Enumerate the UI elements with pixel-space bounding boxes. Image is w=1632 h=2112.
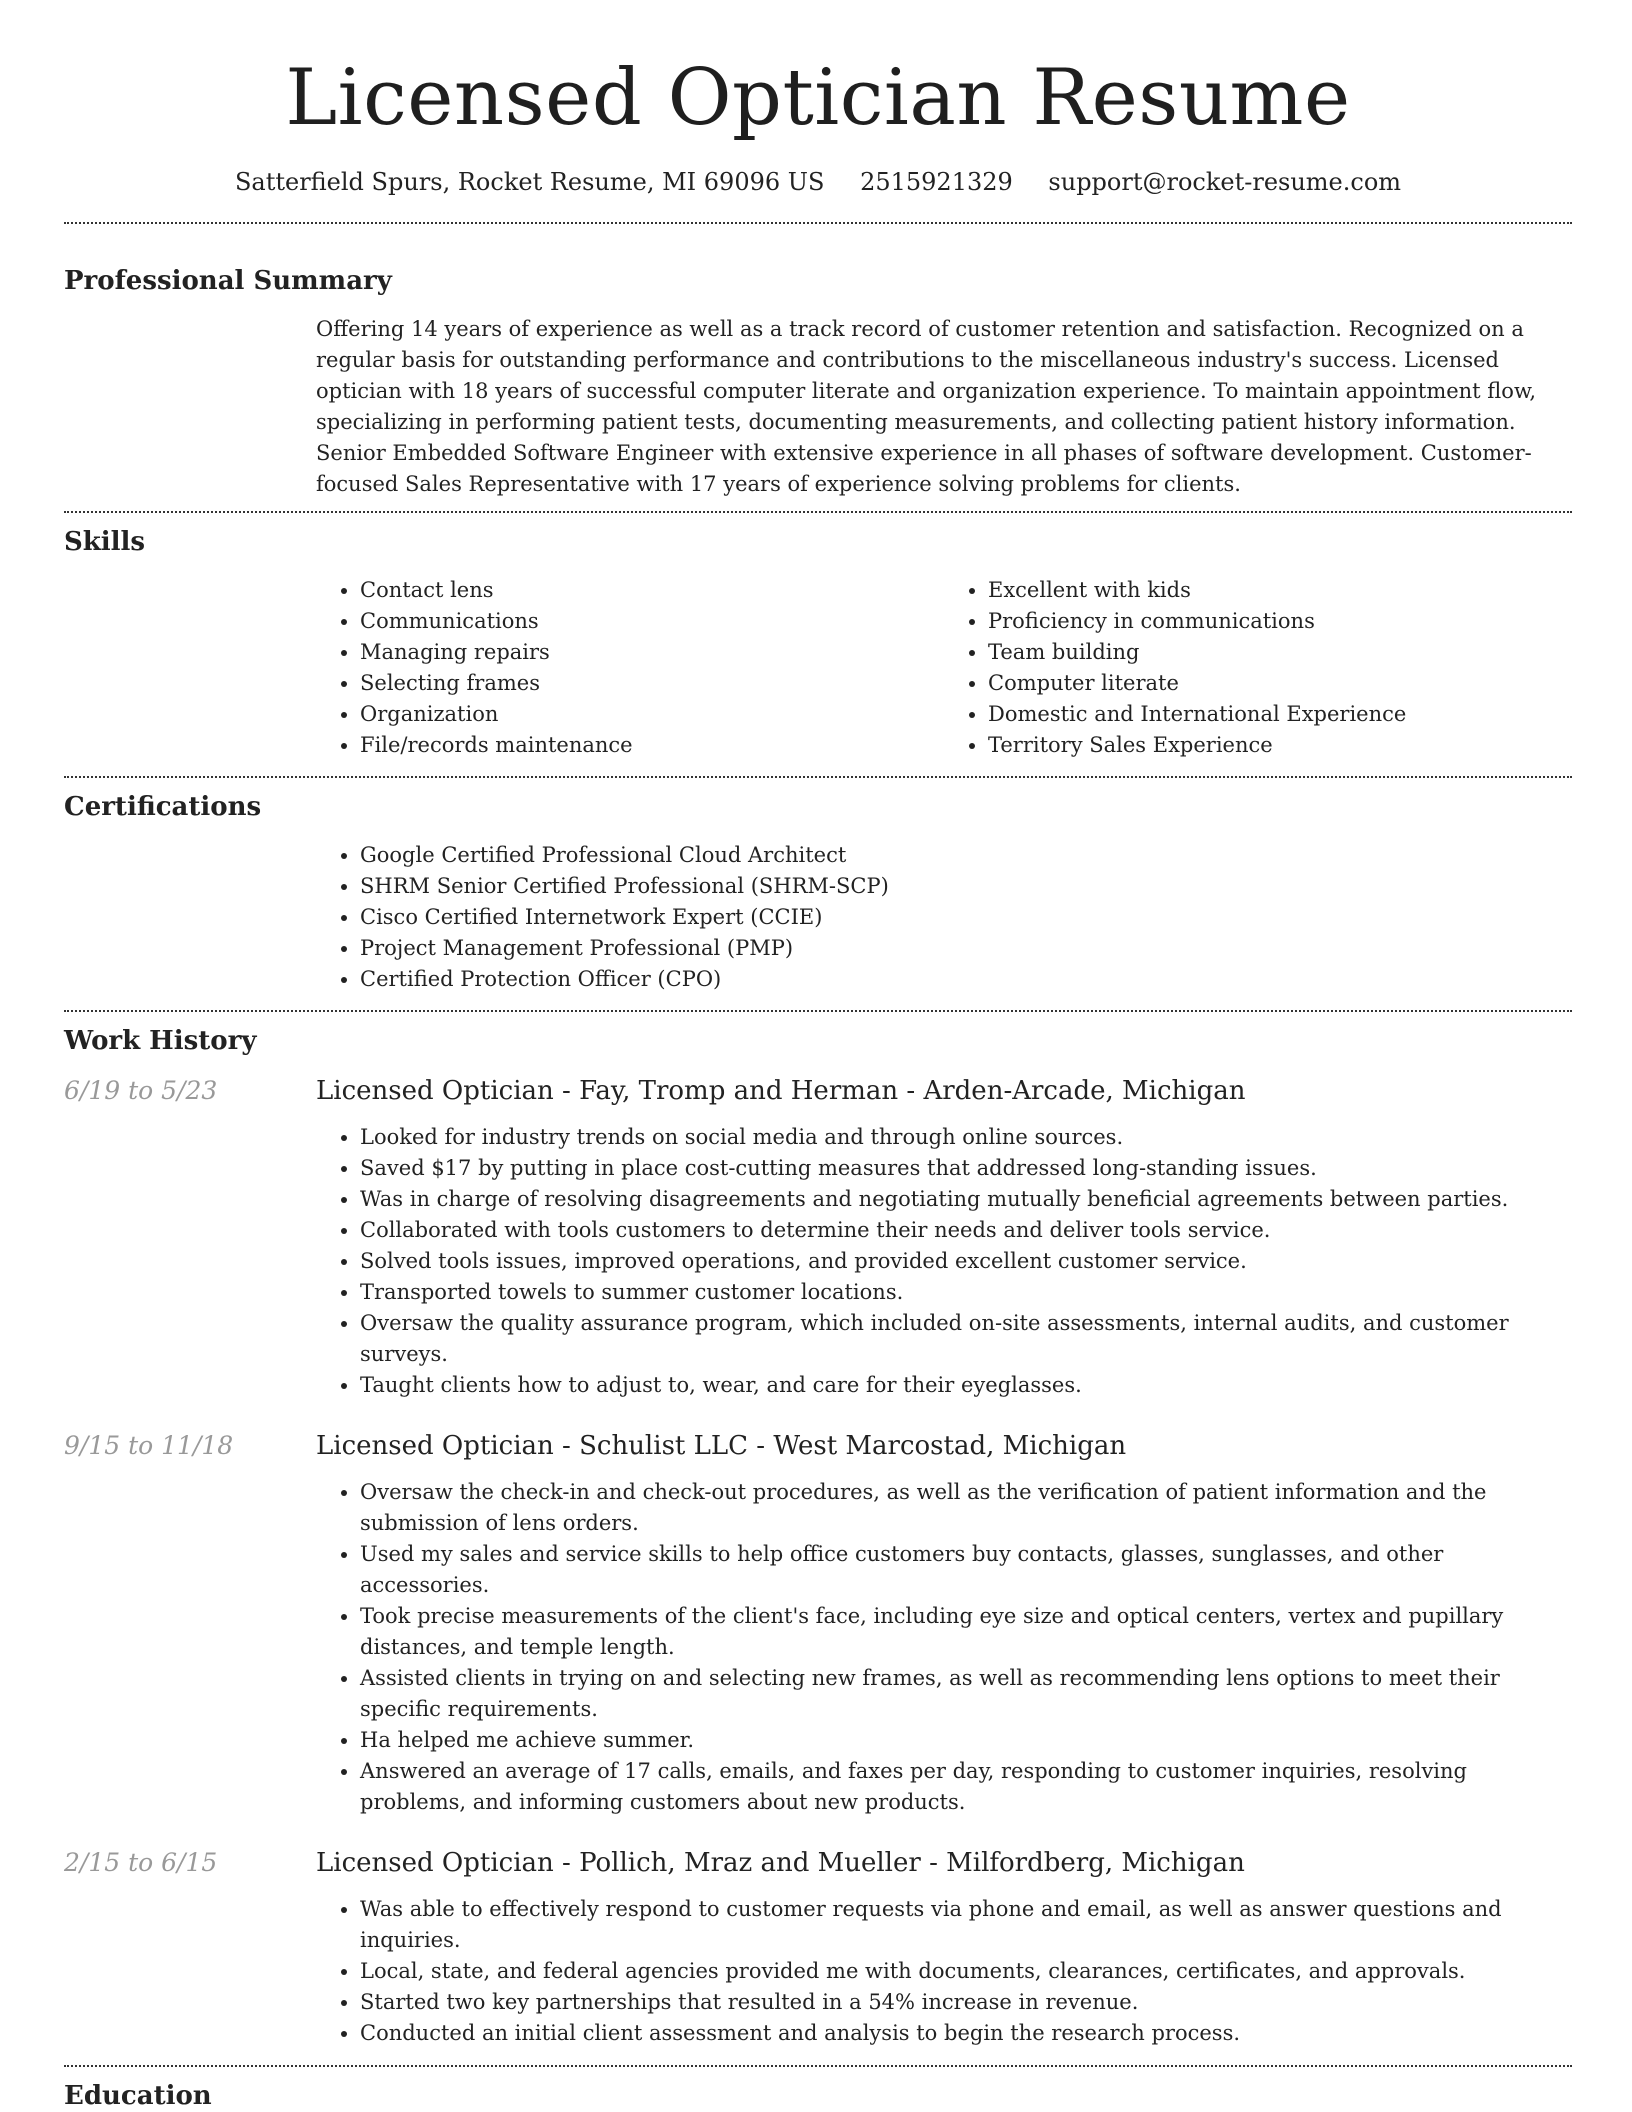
divider	[64, 1010, 1572, 1012]
job-dates: 9/15 to 11/18	[64, 1430, 234, 1460]
summary-text: Offering 14 years of experience as well as a track record of customer retention and satisfaction. Recognized on a regular basis for outstanding performance and contributions to the miscellaneous industry's success. Licensed optician with 18 years of successful computer literate and organization experience. To maintain appointment flow, specializing in performing patient tests, documenting measurements, and collecting patient history information. Senior Embedded Software Engineer with extensive experience in all phases of software development. Customer-focused Sales Representative with 17 years of experience solving problems for clients.	[316, 316, 1537, 496]
job-header	[64, 1848, 1572, 1878]
list-item: • Took precise measurements of the client's face, including eye size and optical centers, vertex and pupillary distances, and temple length.	[360, 1601, 1572, 1663]
list-item: • Assisted clients in trying on and selecting new frames, as well as recommending lens options to meet their specific requirements.	[360, 1663, 1572, 1725]
list-item: • Oversaw the check-in and check-out procedures, as well as the verification of patient information and the submission of lens orders.	[360, 1477, 1572, 1539]
education-heading: Education	[64, 2080, 212, 2111]
skills-list-right	[944, 575, 1572, 761]
list-item: • Transported towels to summer customer locations.	[360, 1277, 1572, 1308]
address-text: Satterfield Spurs, Rocket Resume, MI 69096 US	[234, 167, 825, 196]
list-item: • Communications	[360, 606, 944, 637]
job-body	[316, 1894, 1572, 2049]
job-dates: 6/19 to 5/23	[64, 1075, 218, 1105]
job-body	[316, 1477, 1572, 1818]
list-item: • Project Management Professional (PMP)	[360, 933, 1572, 964]
job-title: Licensed Optician - Schulist LLC - West Marcostad, Michigan	[316, 1430, 1127, 1461]
divider	[64, 2065, 1572, 2067]
list-item: • Certified Protection Officer (CPO)	[360, 964, 1572, 995]
list-item: • Saved $17 by putting in place cost-cutting measures that addressed long-standing issues.	[360, 1153, 1572, 1184]
certifications-body	[316, 840, 1572, 995]
summary-heading: Professional Summary	[64, 265, 392, 296]
page-title: Licensed Optician Resume	[285, 53, 1351, 143]
list-item: • Taught clients how to adjust to, wear, and care for their eyeglasses.	[360, 1370, 1572, 1401]
job-header	[64, 1076, 1572, 1106]
divider	[64, 222, 1572, 224]
list-item: • Was able to effectively respond to customer requests via phone and email, as well as answer questions and inquiries.	[360, 1894, 1572, 1956]
job-title: Licensed Optician - Fay, Tromp and Herman - Arden-Arcade, Michigan	[316, 1075, 1246, 1106]
skills-list-left	[316, 575, 944, 761]
list-item: • Was in charge of resolving disagreements and negotiating mutually beneficial agreements between parties.	[360, 1184, 1572, 1215]
list-item: • Oversaw the quality assurance program, which included on-site assessments, internal audits, and customer surveys.	[360, 1308, 1572, 1370]
job-bullets	[316, 1122, 1572, 1401]
job-bullets	[316, 1894, 1572, 2049]
certifications-list	[316, 840, 1572, 995]
resume-page	[64, 0, 1572, 2111]
phone-text: 2515921329	[860, 167, 1013, 196]
list-item: • Conducted an initial client assessment and analysis to begin the research process.	[360, 2018, 1572, 2049]
list-item: • Territory Sales Experience	[988, 730, 1572, 761]
divider	[64, 511, 1572, 513]
skills-grid	[316, 575, 1572, 761]
list-item: • Answered an average of 17 calls, emails, and faxes per day, responding to customer inquiries, resolving problems, and informing customers about new products.	[360, 1756, 1572, 1818]
list-item: • Solved tools issues, improved operations, and provided excellent customer service.	[360, 1246, 1572, 1277]
divider	[64, 776, 1572, 778]
list-item: • File/records maintenance	[360, 730, 944, 761]
job-header	[64, 1431, 1572, 1461]
list-item: • Local, state, and federal agencies provided me with documents, clearances, certificates, and approvals.	[360, 1956, 1572, 1987]
list-item: • Used my sales and service skills to help office customers buy contacts, glasses, sunglasses, and other accessories.	[360, 1539, 1572, 1601]
contact-line	[64, 168, 1572, 196]
list-item: • Proficiency in communications	[988, 606, 1572, 637]
job-body	[316, 1122, 1572, 1401]
email-text: support@rocket-resume.com	[1048, 167, 1402, 196]
list-item: • Managing repairs	[360, 637, 944, 668]
list-item: • Contact lens	[360, 575, 944, 606]
certifications-heading: Certifications	[64, 791, 262, 822]
list-item: • Organization	[360, 699, 944, 730]
work-heading: Work History	[64, 1025, 257, 1056]
list-item: • Domestic and International Experience	[988, 699, 1572, 730]
list-item: • Collaborated with tools customers to determine their needs and deliver tools service.	[360, 1215, 1572, 1246]
list-item: • Google Certified Professional Cloud Architect	[360, 840, 1572, 871]
list-item: • Computer literate	[988, 668, 1572, 699]
list-item: • Excellent with kids	[988, 575, 1572, 606]
skills-heading: Skills	[64, 526, 146, 557]
list-item: • Selecting frames	[360, 668, 944, 699]
job-bullets	[316, 1477, 1572, 1818]
job-dates: 2/15 to 6/15	[64, 1847, 218, 1877]
list-item: • Started two key partnerships that resulted in a 54% increase in revenue.	[360, 1987, 1572, 2018]
list-item: • SHRM Senior Certified Professional (SHRM-SCP)	[360, 871, 1572, 902]
list-item: • Team building	[988, 637, 1572, 668]
list-item: • Cisco Certified Internetwork Expert (CCIE)	[360, 902, 1572, 933]
list-item: • Ha helped me achieve summer.	[360, 1725, 1572, 1756]
job-title: Licensed Optician - Pollich, Mraz and Mueller - Milfordberg, Michigan	[316, 1847, 1245, 1878]
list-item: • Looked for industry trends on social media and through online sources.	[360, 1122, 1572, 1153]
